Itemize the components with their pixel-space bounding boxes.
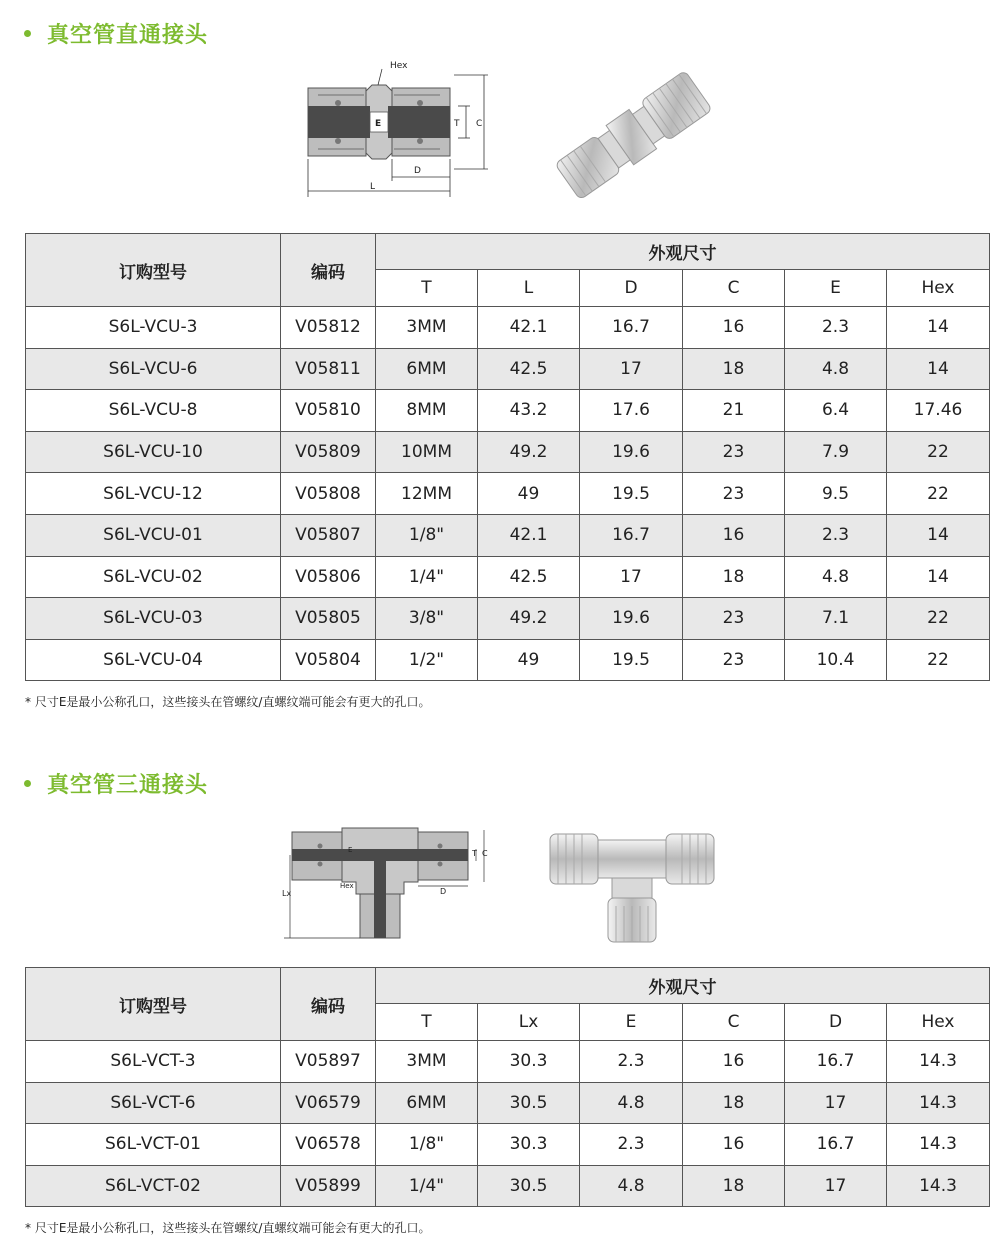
cell-dim: 6MM xyxy=(376,1082,478,1124)
label-d: D xyxy=(440,887,447,896)
cell-dim: 9.5 xyxy=(785,473,887,515)
cell-dim: 49 xyxy=(478,639,580,681)
cell-dim: 1/8" xyxy=(376,514,478,556)
cell-dim: 2.3 xyxy=(785,307,887,349)
table-row xyxy=(26,1041,990,1083)
header-dims: 外观尺寸 xyxy=(376,968,990,1004)
cell-dim: 10MM xyxy=(376,431,478,473)
label-hex: Hex xyxy=(340,882,354,890)
cell-dim: 3MM xyxy=(376,1041,478,1083)
cell-model: S6L-VCT-01 xyxy=(26,1124,281,1166)
col-header: Hex xyxy=(887,1004,990,1041)
cell-code: V05899 xyxy=(281,1165,376,1207)
union-cross-section-diagram xyxy=(298,55,498,203)
table-row xyxy=(26,348,990,390)
label-c: C xyxy=(482,849,488,858)
cell-dim: 2.3 xyxy=(580,1041,683,1083)
cell-model: S6L-VCU-6 xyxy=(26,348,281,390)
cell-dim: 16 xyxy=(683,1124,785,1166)
cell-dim: 18 xyxy=(683,1165,785,1207)
cell-model: S6L-VCT-3 xyxy=(26,1041,281,1083)
table-row xyxy=(26,1082,990,1124)
table-row xyxy=(26,307,990,349)
cell-model: S6L-VCU-12 xyxy=(26,473,281,515)
table-row xyxy=(26,514,990,556)
tee-product-image xyxy=(546,826,718,944)
cell-dim: 22 xyxy=(887,431,990,473)
cell-dim: 8MM xyxy=(376,390,478,432)
col-header: C xyxy=(683,1004,785,1041)
cell-model: S6L-VCU-03 xyxy=(26,598,281,640)
table-row xyxy=(26,1165,990,1207)
cell-dim: 23 xyxy=(683,639,785,681)
cell-dim: 49.2 xyxy=(478,431,580,473)
cell-dim: 16 xyxy=(683,514,785,556)
table-row xyxy=(26,473,990,515)
cell-dim: 14 xyxy=(887,514,990,556)
cell-dim: 42.1 xyxy=(478,514,580,556)
cell-dim: 1/8" xyxy=(376,1124,478,1166)
cell-dim: 14.3 xyxy=(887,1124,990,1166)
col-header: L xyxy=(478,270,580,307)
cell-dim: 6MM xyxy=(376,348,478,390)
section-title-text: 真空管三通接头 xyxy=(47,773,209,798)
cell-dim: 42.5 xyxy=(478,348,580,390)
col-header: Hex xyxy=(887,270,990,307)
col-header: E xyxy=(580,1004,683,1041)
cell-dim: 16 xyxy=(683,1041,785,1083)
cell-dim: 49 xyxy=(478,473,580,515)
cell-dim: 19.6 xyxy=(580,598,683,640)
header-dims: 外观尺寸 xyxy=(376,234,990,270)
cell-model: S6L-VCT-02 xyxy=(26,1165,281,1207)
cell-dim: 14 xyxy=(887,348,990,390)
col-header: D xyxy=(785,1004,887,1041)
cell-code: V06578 xyxy=(281,1124,376,1166)
footnote: * 尺寸E是最小公称孔口，这些接头在管螺纹/直螺纹端可能会有更大的孔口。 xyxy=(25,1221,431,1235)
cell-code: V05807 xyxy=(281,514,376,556)
cell-dim: 43.2 xyxy=(478,390,580,432)
union-spec-table xyxy=(25,233,990,681)
footnote: * 尺寸E是最小公称孔口，这些接头在管螺纹/直螺纹端可能会有更大的孔口。 xyxy=(25,695,431,709)
label-l: L xyxy=(370,182,376,192)
cell-dim: 17 xyxy=(580,348,683,390)
cell-dim: 4.8 xyxy=(785,348,887,390)
cell-dim: 12MM xyxy=(376,473,478,515)
cell-dim: 14 xyxy=(887,307,990,349)
cell-dim: 2.3 xyxy=(785,514,887,556)
col-header: E xyxy=(785,270,887,307)
cell-dim: 49.2 xyxy=(478,598,580,640)
cell-dim: 18 xyxy=(683,348,785,390)
cell-dim: 17.46 xyxy=(887,390,990,432)
table-row xyxy=(26,598,990,640)
cell-dim: 17 xyxy=(580,556,683,598)
label-lx: Lx xyxy=(282,889,292,898)
cell-dim: 1/2" xyxy=(376,639,478,681)
col-header: T xyxy=(376,270,478,307)
cell-dim: 14 xyxy=(887,556,990,598)
cell-dim: 16.7 xyxy=(580,307,683,349)
label-hex: Hex xyxy=(390,61,408,71)
label-t: T xyxy=(454,119,460,129)
table-row xyxy=(26,556,990,598)
cell-code: V05809 xyxy=(281,431,376,473)
col-header: C xyxy=(683,270,785,307)
cell-dim: 2.3 xyxy=(580,1124,683,1166)
label-e: E xyxy=(375,119,382,129)
cell-model: S6L-VCU-8 xyxy=(26,390,281,432)
bullet-dot xyxy=(24,30,31,37)
cell-dim: 17 xyxy=(785,1165,887,1207)
cell-dim: 4.8 xyxy=(580,1082,683,1124)
cell-dim: 22 xyxy=(887,639,990,681)
cell-dim: 22 xyxy=(887,598,990,640)
label-d: D xyxy=(414,166,421,176)
cell-dim: 19.5 xyxy=(580,473,683,515)
cell-dim: 19.6 xyxy=(580,431,683,473)
cell-code: V05808 xyxy=(281,473,376,515)
col-header: T xyxy=(376,1004,478,1041)
cell-dim: 4.8 xyxy=(580,1165,683,1207)
label-e: E xyxy=(348,846,353,854)
col-header: Lx xyxy=(478,1004,580,1041)
header-code: 编码 xyxy=(281,234,376,307)
section-title-tee xyxy=(24,768,208,799)
cell-dim: 17 xyxy=(785,1082,887,1124)
union-product-image xyxy=(548,62,718,210)
cell-model: S6L-VCU-04 xyxy=(26,639,281,681)
cell-code: V05810 xyxy=(281,390,376,432)
cell-dim: 14.3 xyxy=(887,1041,990,1083)
cell-dim: 16.7 xyxy=(785,1041,887,1083)
cell-dim: 4.8 xyxy=(785,556,887,598)
tee-spec-table xyxy=(25,967,990,1207)
cell-code: V05805 xyxy=(281,598,376,640)
cell-dim: 23 xyxy=(683,598,785,640)
cell-dim: 16.7 xyxy=(785,1124,887,1166)
cell-code: V05811 xyxy=(281,348,376,390)
cell-dim: 18 xyxy=(683,556,785,598)
cell-dim: 42.1 xyxy=(478,307,580,349)
cell-dim: 30.3 xyxy=(478,1124,580,1166)
cell-dim: 30.5 xyxy=(478,1165,580,1207)
table-row xyxy=(26,390,990,432)
header-code: 编码 xyxy=(281,968,376,1041)
cell-model: S6L-VCT-6 xyxy=(26,1082,281,1124)
cell-dim: 14.3 xyxy=(887,1165,990,1207)
cell-dim: 30.3 xyxy=(478,1041,580,1083)
cell-dim: 3MM xyxy=(376,307,478,349)
cell-dim: 42.5 xyxy=(478,556,580,598)
cell-dim: 21 xyxy=(683,390,785,432)
cell-dim: 16.7 xyxy=(580,514,683,556)
cell-model: S6L-VCU-3 xyxy=(26,307,281,349)
section-title-union xyxy=(24,18,208,49)
cell-code: V05897 xyxy=(281,1041,376,1083)
cell-code: V05804 xyxy=(281,639,376,681)
label-c: C xyxy=(476,119,483,129)
cell-dim: 23 xyxy=(683,431,785,473)
cell-dim: 10.4 xyxy=(785,639,887,681)
cell-code: V06579 xyxy=(281,1082,376,1124)
cell-code: V05812 xyxy=(281,307,376,349)
cell-model: S6L-VCU-01 xyxy=(26,514,281,556)
header-model: 订购型号 xyxy=(26,234,281,307)
cell-dim: 17.6 xyxy=(580,390,683,432)
bullet-dot xyxy=(24,780,31,787)
cell-code: V05806 xyxy=(281,556,376,598)
table-header-row xyxy=(26,234,990,270)
table-row xyxy=(26,1124,990,1166)
tee-cross-section-diagram xyxy=(280,822,495,944)
cell-dim: 6.4 xyxy=(785,390,887,432)
cell-dim: 7.9 xyxy=(785,431,887,473)
cell-dim: 1/4" xyxy=(376,1165,478,1207)
label-t: T xyxy=(472,849,477,858)
cell-dim: 3/8" xyxy=(376,598,478,640)
cell-dim: 30.5 xyxy=(478,1082,580,1124)
cell-model: S6L-VCU-10 xyxy=(26,431,281,473)
table-row xyxy=(26,431,990,473)
cell-model: S6L-VCU-02 xyxy=(26,556,281,598)
cell-dim: 18 xyxy=(683,1082,785,1124)
section-title-text: 真空管直通接头 xyxy=(47,23,209,48)
header-model: 订购型号 xyxy=(26,968,281,1041)
table-header-row xyxy=(26,968,990,1004)
cell-dim: 23 xyxy=(683,473,785,515)
cell-dim: 14.3 xyxy=(887,1082,990,1124)
table-row xyxy=(26,639,990,681)
cell-dim: 7.1 xyxy=(785,598,887,640)
cell-dim: 19.5 xyxy=(580,639,683,681)
cell-dim: 22 xyxy=(887,473,990,515)
col-header: D xyxy=(580,270,683,307)
cell-dim: 1/4" xyxy=(376,556,478,598)
cell-dim: 16 xyxy=(683,307,785,349)
